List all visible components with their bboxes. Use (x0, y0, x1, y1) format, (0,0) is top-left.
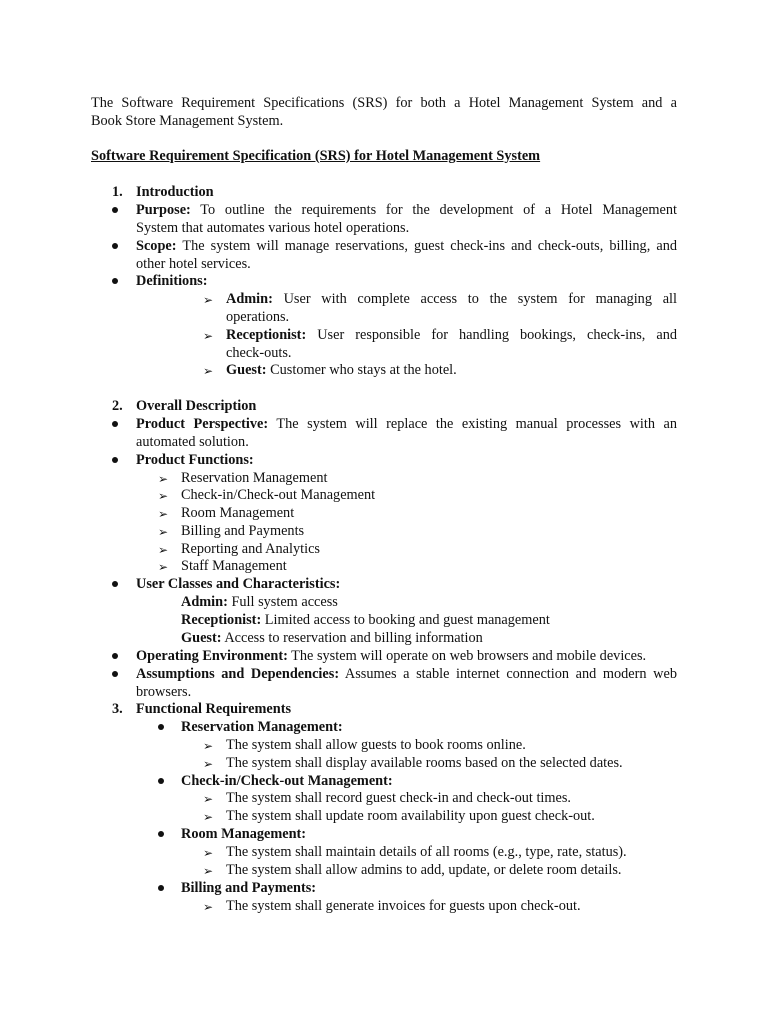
product-functions-label: Product Functions: (136, 452, 254, 468)
arrow-bullet-icon: ➢ (203, 329, 214, 343)
bullet-icon (112, 457, 118, 463)
scope-line-2: other hotel services. (136, 256, 251, 272)
arrow-bullet-icon: ➢ (158, 507, 169, 521)
section-3-title: Functional Requirements (136, 701, 292, 717)
bullet-icon (158, 831, 164, 837)
arrow-bullet-icon: ➢ (203, 846, 214, 860)
arrow-bullet-icon: ➢ (158, 472, 169, 486)
bullet-icon (112, 278, 118, 284)
scope-line-1: Scope: The system will manage reservations, guest check-ins and check-outs, billing, and (136, 238, 677, 254)
arrow-bullet-icon: ➢ (203, 900, 214, 914)
bullet-icon (158, 885, 164, 891)
function-item: Staff Management (181, 558, 287, 574)
requirement-item: The system shall allow admins to add, update, or delete room details. (226, 862, 622, 878)
function-item: Room Management (181, 505, 295, 521)
arrow-bullet-icon: ➢ (203, 792, 214, 806)
section-3-number: 3. (112, 701, 123, 717)
requirement-item: The system shall generate invoices for guests upon check-out. (226, 898, 581, 914)
bullet-icon (112, 243, 118, 249)
requirement-item: The system shall update room availability upon guest check-out. (226, 808, 595, 824)
function-item: Reservation Management (181, 470, 328, 486)
room-management-label: Room Management: (181, 826, 307, 842)
bullet-icon (112, 421, 118, 427)
user-class-guest: Guest: Access to reservation and billing information (181, 630, 483, 646)
product-perspective-line-2: automated solution. (136, 434, 249, 450)
definition-admin-line-1: Admin: User with complete access to the system for managing all (226, 291, 677, 307)
purpose-line-2: System that automates various hotel operations. (136, 220, 410, 236)
function-item: Billing and Payments (181, 523, 305, 539)
bullet-icon (158, 778, 164, 784)
bullet-icon (112, 671, 118, 677)
assumptions-line-2: browsers. (136, 684, 192, 700)
section-heading: Software Requirement Specification (SRS) for Hotel Management System (91, 148, 541, 164)
section-2-number: 2. (112, 398, 123, 414)
intro-line-1: The Software Requirement Specifications (SRS) for both a Hotel Management System and a (91, 95, 677, 111)
arrow-bullet-icon: ➢ (158, 525, 169, 539)
definition-receptionist-line-1: Receptionist: User responsible for handling bookings, check-ins, and (226, 327, 677, 343)
section-2-title: Overall Description (136, 398, 257, 414)
arrow-bullet-icon: ➢ (203, 810, 214, 824)
arrow-bullet-icon: ➢ (158, 560, 169, 574)
definition-receptionist-line-2: check-outs. (226, 345, 292, 361)
requirement-item: The system shall display available rooms based on the selected dates. (226, 755, 623, 771)
operating-environment: Operating Environment: The system will operate on web browsers and mobile devices. (136, 648, 647, 664)
intro-line-2: Book Store Management System. (91, 113, 284, 129)
bullet-icon (112, 653, 118, 659)
bullet-icon (158, 724, 164, 730)
billing-payments-label: Billing and Payments: (181, 880, 317, 896)
user-class-receptionist: Receptionist: Limited access to booking and guest management (181, 612, 550, 628)
section-1-title: Introduction (136, 184, 214, 200)
assumptions-line-1: Assumptions and Dependencies: Assumes a stable internet connection and modern web (136, 666, 677, 682)
check-in-out-label: Check-in/Check-out Management: (181, 773, 393, 789)
arrow-bullet-icon: ➢ (203, 293, 214, 307)
definition-guest: Guest: Customer who stays at the hotel. (226, 362, 457, 378)
arrow-bullet-icon: ➢ (158, 489, 169, 503)
function-item: Reporting and Analytics (181, 541, 320, 557)
user-classes-label: User Classes and Characteristics: (136, 576, 341, 592)
definitions-label: Definitions: (136, 273, 208, 289)
requirement-item: The system shall maintain details of all rooms (e.g., type, rate, status). (226, 844, 627, 860)
section-1-number: 1. (112, 184, 123, 200)
arrow-bullet-icon: ➢ (158, 543, 169, 557)
requirement-item: The system shall allow guests to book rooms online. (226, 737, 526, 753)
arrow-bullet-icon: ➢ (203, 864, 214, 878)
requirement-item: The system shall record guest check-in and check-out times. (226, 790, 571, 806)
bullet-icon (112, 581, 118, 587)
arrow-bullet-icon: ➢ (203, 364, 214, 378)
bullet-icon (112, 207, 118, 213)
arrow-bullet-icon: ➢ (203, 739, 214, 753)
purpose-line-1: Purpose: To outline the requirements for the development of a Hotel Management (136, 202, 677, 218)
arrow-bullet-icon: ➢ (203, 757, 214, 771)
product-perspective-line-1: Product Perspective: The system will replace the existing manual processes with an (136, 416, 677, 432)
definition-admin-line-2: operations. (226, 309, 290, 325)
reservation-management-label: Reservation Management: (181, 719, 343, 735)
function-item: Check-in/Check-out Management (181, 487, 376, 503)
user-class-admin: Admin: Full system access (181, 594, 338, 610)
